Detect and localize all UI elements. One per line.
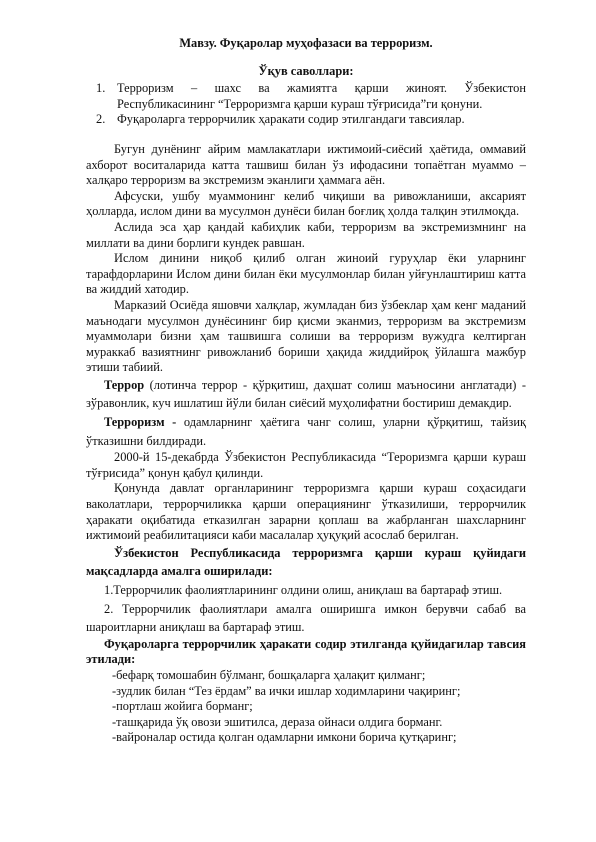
advice-item: -ташқарида ўқ овози эшитилса, дераза ойнаси олдига борманг. — [112, 714, 443, 729]
definition-terror — [86, 376, 526, 413]
questions-heading: Ўқув саволлари: — [258, 63, 354, 78]
definition-text: одамларнинг ҳаётига чанг солиш, уларни қўрқитиш, тайзиқ ўтказишни билдиради. — [86, 415, 526, 448]
paragraph-law-adopted: 2000-й 15-декабрда Ўзбекистон Республикасида “Тероризмга қарши кураш тўғрисида” қонун қабул қилинди. — [86, 450, 526, 480]
advice-item: -бефарқ томошабин бўлманг, бошқаларга ҳалақит қилманг; — [112, 667, 426, 682]
paragraph-unfortunately: Афсуски, ушбу муаммонинг келиб чиқиши ва ривожланиши, аксарият ҳолларда, ислом дини ва мусулмон дунёси билан боғлиқ ҳолда талқин этилмоқда. — [86, 188, 526, 219]
advice-heading: Фуқароларга террорчилик ҳаракати содир этилганда қуйидагилар тавсия этилади: — [86, 636, 526, 667]
goal-item: 1.Террорчилик фаолиятларининг олдини олиш, аниқлаш ва бартараф этиш. — [104, 583, 503, 597]
definition-term: Терроризм - — [104, 415, 177, 430]
paragraph-intro: Бугун дунёнинг айрим мамлакатлари ижтимоий-сиёсий ҳаётида, оммавий ахборот воситаларида катта ташвиш билан ўз ифодасини топаётган муаммо – халқаро терроризм ва экстремизм эканлиги ҳаммага аён. — [86, 141, 526, 188]
document-page — [86, 36, 526, 746]
document-title: Мавзу. Фуқаролар муҳофазаси ва терроризм. — [179, 36, 433, 50]
definition-term: Террор — [104, 377, 145, 392]
questions-list — [86, 81, 526, 128]
list-item-text: Фуқароларга террорчилик ҳаракати содир этилгандаги тавсиялар. — [117, 112, 465, 127]
advice-item: -портлаш жойига борманг; — [112, 699, 253, 714]
advice-list — [86, 668, 526, 746]
paragraph-central-asia: Марказий Осиёда яшовчи халқлар, жумладан биз ўзбеклар ҳам кенг маданий маънодаги мусулмон дунёсининг бир қисми эканмиз, терроризм ва экстремизм муаммолари бизни ҳам ташвишга солиши ва терроризм вужудга келтирган мураккаб вазиятнинг ривожланиб бориши ҳақида жиддийроқ ўйлашга мажбур этиши табиий. — [86, 297, 526, 375]
paragraph-in-fact: Аслида эса ҳар қандай кабиҳлик каби, терроризм ва экстремизмнинг на миллати ва дини борлиги кундек равшан. — [86, 219, 526, 250]
definition-terrorism — [86, 413, 526, 450]
list-item — [96, 112, 526, 128]
advice-item: -вайроналар остида қолган одамларни имкони борича қутқаринг; — [112, 730, 457, 745]
list-item-number: 2. — [96, 112, 106, 127]
paragraph-law-content: Қонунда давлат органларининг терроризмга қарши кураш соҳасидаги ваколатлари, террорчиликка қарши операциянинг ўтказилиши, террорчилик ҳаракати оқибатида етказилган зарарни қоплаш ва жабрланган шахсларнинг ижтимоий реабилитацияси каби масалалар ҳуқуқий асослаб берилган. — [86, 481, 526, 543]
goal-item: 2. Террорчилик фаолиятлари амалга оширишга имкон берувчи сабаб ва шароитларни аниқлаш ва бартараф этиш. — [86, 601, 526, 635]
advice-item: -зудлик билан “Тез ёрдам” ва ички ишлар ходимларини чақиринг; — [112, 683, 461, 698]
paragraph-islam: Ислом динини ниқоб қилиб олган жиноий гуруҳлар ёки уларнинг тарафдорларини Ислом дини билан ёки мусулмонлар билан уйғунлаштириш катта ва жиддий хатодир. — [86, 251, 526, 297]
list-item — [96, 81, 526, 112]
definition-text: (лотинча террор - қўрқитиш, даҳшат солиш маъносини англатади) - зўравонлик, куч ишлатиш йўли билан сиёсий муҳолифатни бостириш демакдир. — [86, 377, 526, 411]
list-item-number: 1. — [96, 81, 106, 96]
goals-heading: Ўзбекистон Республикасида терроризмга қарши кураш қуйидаги мақсадларда амалга оширилади: — [86, 545, 526, 579]
list-item-text: Терроризм – шахс ва жамиятга қарши жиноят. Ўзбекистон Республикасининг “Терроризмга қарши кураш тўғрисида”ги қонуни. — [117, 81, 526, 111]
